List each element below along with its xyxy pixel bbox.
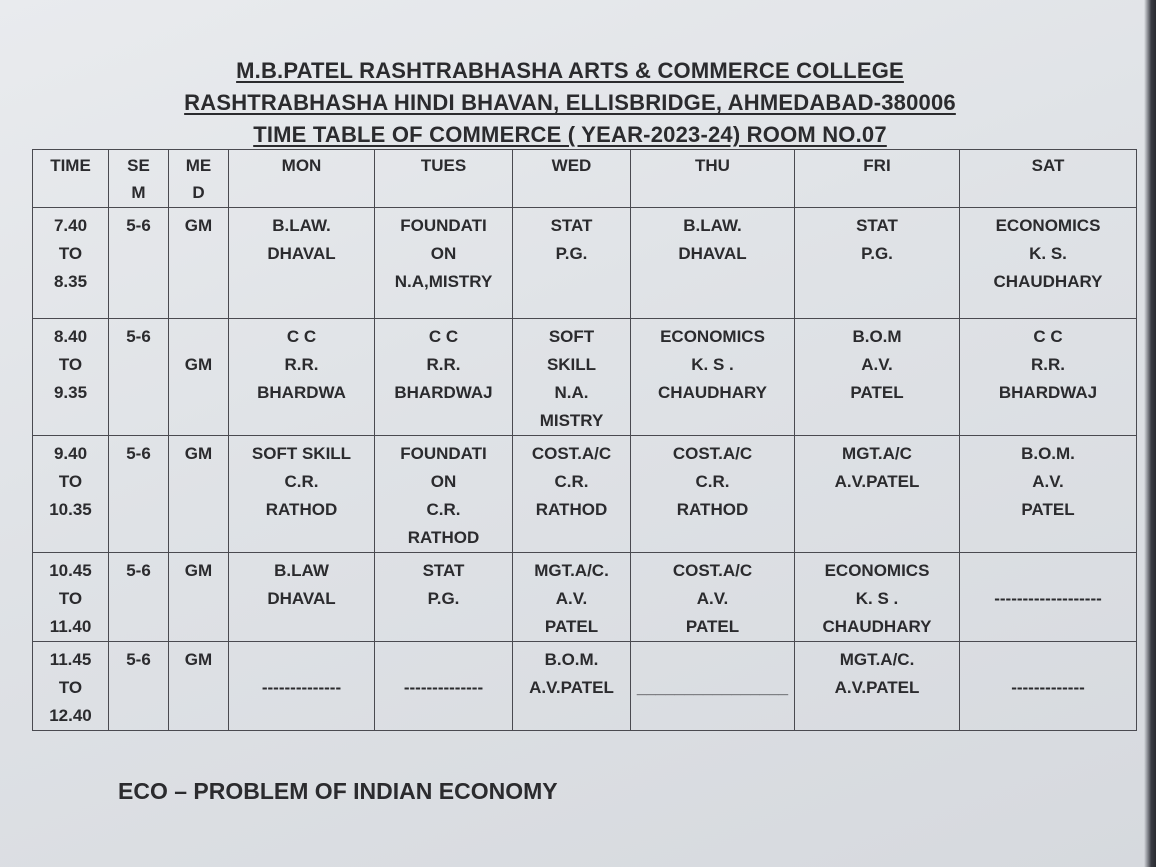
cell-time: 8.40 TO 9.35 xyxy=(33,319,109,436)
cell-thu: B.LAW. DHAVAL xyxy=(631,208,795,319)
cell-sat: ------------------- xyxy=(960,553,1137,642)
cell-sem: 5-6 xyxy=(109,642,169,731)
cell-tues: -------------- xyxy=(375,642,513,731)
cell-fri: MGT.A/C. A.V.PATEL xyxy=(795,642,960,731)
column-header-sem: SE M xyxy=(109,150,169,208)
cell-wed: MGT.A/C. A.V. PATEL xyxy=(513,553,631,642)
cell-med: GM xyxy=(169,436,229,553)
cell-med: GM xyxy=(169,553,229,642)
cell-sat: ------------- xyxy=(960,642,1137,731)
table-row xyxy=(33,642,1137,731)
table-row xyxy=(33,553,1137,642)
cell-sat: C C R.R. BHARDWAJ xyxy=(960,319,1137,436)
cell-thu: COST.A/C C.R. RATHOD xyxy=(631,436,795,553)
cell-sat: ECONOMICS K. S. CHAUDHARY xyxy=(960,208,1137,319)
cell-mon: B.LAW. DHAVAL xyxy=(229,208,375,319)
cell-med: GM xyxy=(169,319,229,436)
table-row xyxy=(33,319,1137,436)
column-header-fri: FRI xyxy=(795,150,960,208)
cell-sem: 5-6 xyxy=(109,208,169,319)
cell-thu: ECONOMICS K. S . CHAUDHARY xyxy=(631,319,795,436)
cell-tues: FOUNDATI ON N.A,MISTRY xyxy=(375,208,513,319)
college-address: RASHTRABHASHA HINDI BHAVAN, ELLISBRIDGE, AHMEDABAD-380006 xyxy=(184,90,956,115)
column-header-sat: SAT xyxy=(960,150,1137,208)
column-header-time: TIME xyxy=(33,150,109,208)
cell-time: 10.45 TO 11.40 xyxy=(33,553,109,642)
cell-sem: 5-6 xyxy=(109,553,169,642)
footnote: ECO – PROBLEM OF INDIAN ECONOMY xyxy=(118,778,558,804)
cell-thu: ________________ xyxy=(631,642,795,731)
table-row xyxy=(33,436,1137,553)
table-row xyxy=(33,208,1137,319)
header-row xyxy=(33,150,1137,208)
column-header-tues: TUES xyxy=(375,150,513,208)
cell-wed: SOFT SKILL N.A. MISTRY xyxy=(513,319,631,436)
column-header-wed: WED xyxy=(513,150,631,208)
column-header-thu: THU xyxy=(631,150,795,208)
cell-mon: SOFT SKILL C.R. RATHOD xyxy=(229,436,375,553)
cell-mon: B.LAW DHAVAL xyxy=(229,553,375,642)
cell-sat: B.O.M. A.V. PATEL xyxy=(960,436,1137,553)
cell-tues: C C R.R. BHARDWAJ xyxy=(375,319,513,436)
cell-wed: STAT P.G. xyxy=(513,208,631,319)
cell-fri: ECONOMICS K. S . CHAUDHARY xyxy=(795,553,960,642)
cell-thu: COST.A/C A.V. PATEL xyxy=(631,553,795,642)
cell-sem: 5-6 xyxy=(109,319,169,436)
cell-med: GM xyxy=(169,208,229,319)
cell-time: 7.40 TO 8.35 xyxy=(33,208,109,319)
column-header-mon: MON xyxy=(229,150,375,208)
cell-wed: COST.A/C C.R. RATHOD xyxy=(513,436,631,553)
cell-fri: B.O.M A.V. PATEL xyxy=(795,319,960,436)
cell-wed: B.O.M. A.V.PATEL xyxy=(513,642,631,731)
timetable xyxy=(32,149,1137,731)
timetable-title: TIME TABLE OF COMMERCE ( YEAR-2023-24) ROOM NO.07 xyxy=(253,122,887,147)
cell-mon: C C R.R. BHARDWA xyxy=(229,319,375,436)
background-edge xyxy=(1144,0,1156,867)
cell-time: 9.40 TO 10.35 xyxy=(33,436,109,553)
college-name: M.B.PATEL RASHTRABHASHA ARTS & COMMERCE COLLEGE xyxy=(236,58,904,83)
cell-mon: -------------- xyxy=(229,642,375,731)
cell-med: GM xyxy=(169,642,229,731)
cell-time: 11.45 TO 12.40 xyxy=(33,642,109,731)
cell-tues: STAT P.G. xyxy=(375,553,513,642)
cell-sem: 5-6 xyxy=(109,436,169,553)
cell-tues: FOUNDATI ON C.R. RATHOD xyxy=(375,436,513,553)
cell-fri: STAT P.G. xyxy=(795,208,960,319)
cell-fri: MGT.A/C A.V.PATEL xyxy=(795,436,960,553)
column-header-med: ME D xyxy=(169,150,229,208)
